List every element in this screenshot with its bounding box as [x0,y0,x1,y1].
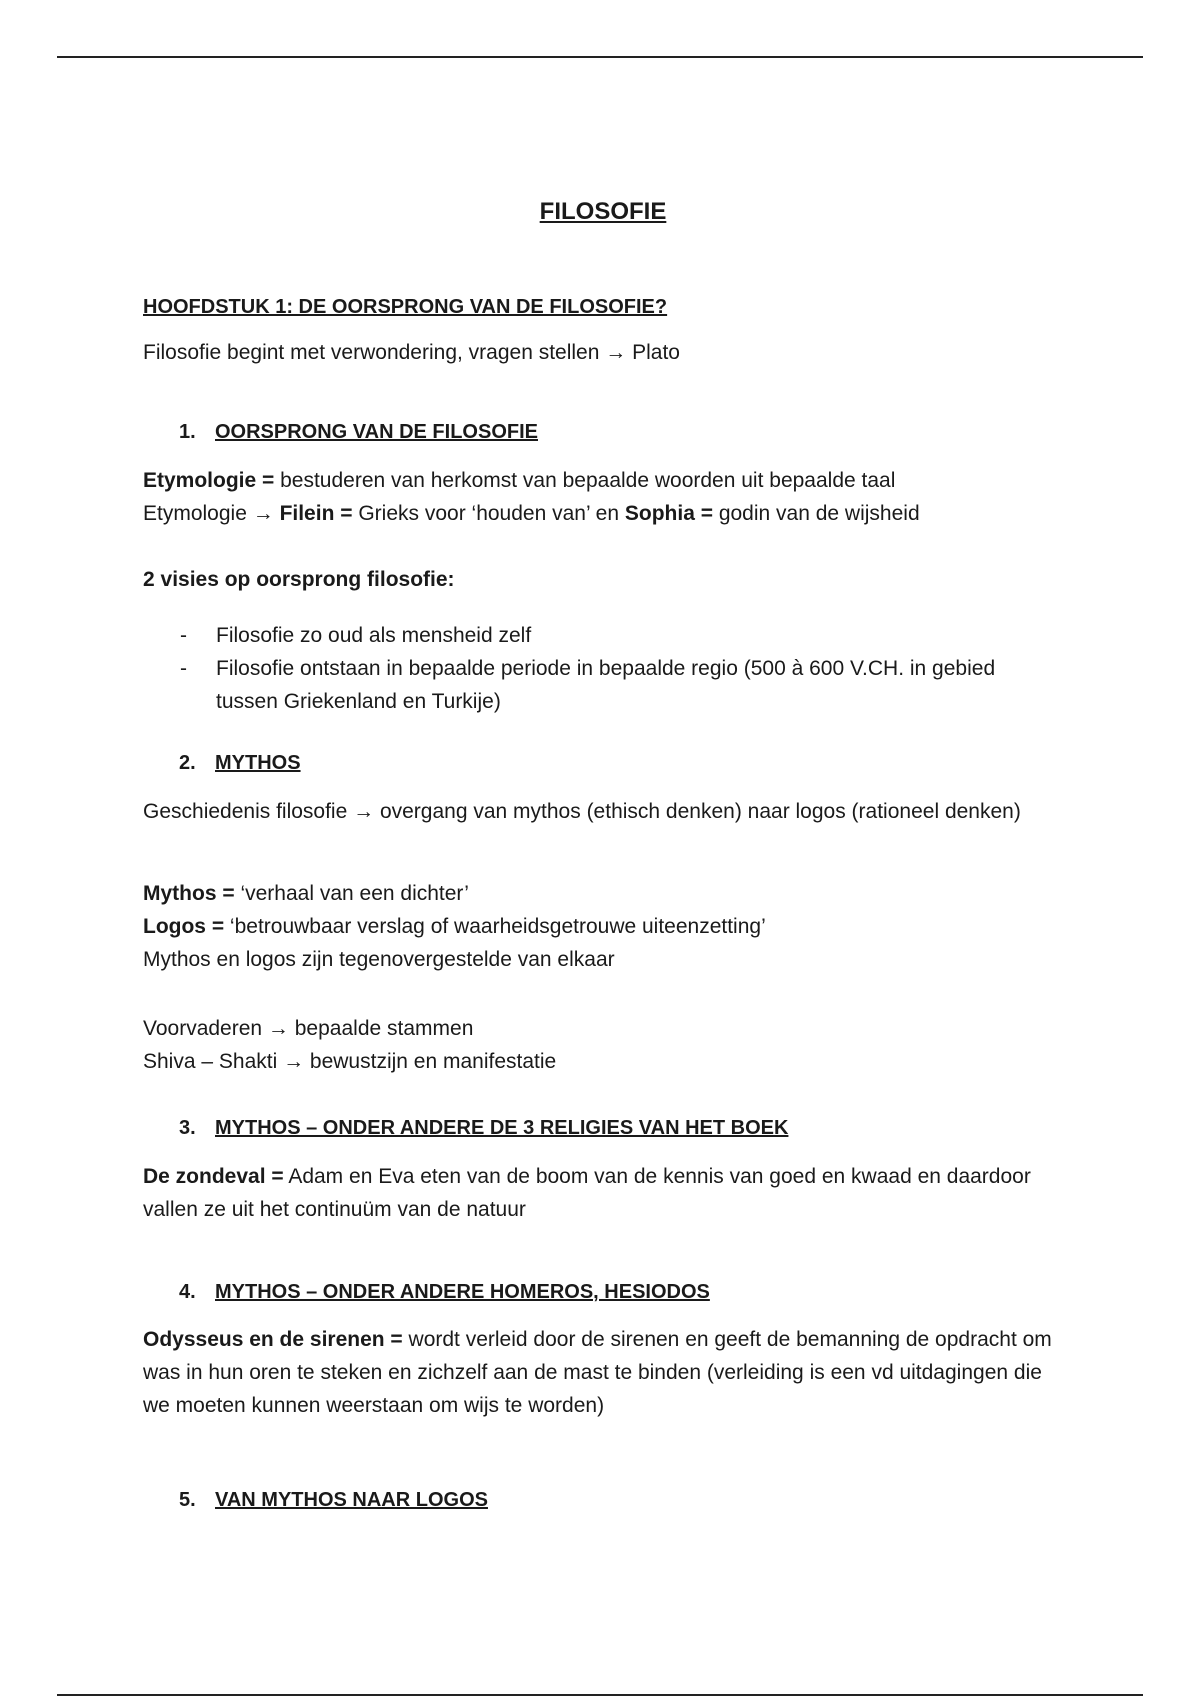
definition: bestuderen van herkomst van bepaalde woorden uit bepaalde taal [274,469,896,492]
section-heading-3 [179,1117,788,1140]
section-number: 3. [179,1117,196,1139]
page-top-rule [57,56,1143,58]
document-title: FILOSOFIE [539,198,667,225]
section-heading-4 [179,1281,710,1304]
section-label: MYTHOS – ONDER ANDERE HOMEROS, HESIODOS [215,1281,710,1303]
zondeval-paragraph [143,1160,1063,1226]
section-number: 5. [179,1489,196,1511]
filein-sophia-line [143,497,1063,530]
section-heading-1 [179,421,538,444]
section-number: 4. [179,1281,196,1303]
visies-heading [143,563,1063,596]
bullet-dash: - [180,657,187,680]
etymologie-block [143,464,1063,530]
term: Odysseus en de sirenen = [143,1328,403,1351]
mythos-definition [143,877,1063,910]
etymologie-definition [143,464,1063,497]
definition: Grieks voor ‘houden van’ en [352,502,625,525]
term: Logos = [143,915,225,938]
list-item [143,652,1036,718]
definition: ‘verhaal van een dichter’ [234,882,469,905]
chapter-heading: HOOFDSTUK 1: DE OORSPRONG VAN DE FILOSOFIE? [143,296,668,318]
term: Filein = [279,502,353,525]
section-label: OORSPRONG VAN DE FILOSOFIE [215,421,538,443]
intro-text: Filosofie begint met verwondering, vragen stellen [143,341,600,364]
voorvaderen-block [143,1012,1063,1078]
definition: ‘betrouwbaar verslag of waarheidsgetrouwe uiteenzetting’ [224,915,766,938]
odysseus-paragraph [143,1323,1063,1422]
section-label: VAN MYTHOS NAAR LOGOS [215,1489,488,1511]
section-heading-5 [179,1489,488,1512]
definition: Adam en Eva eten van de boom van de kennis van goed en kwaad en daardoor vallen ze uit het continuüm van de natuur [143,1165,1031,1221]
section-number: 2. [179,752,196,774]
section-label: MYTHOS [215,752,301,774]
term: Sophia = [624,502,713,525]
list-item-text: Filosofie zo oud als mensheid zelf [216,624,532,647]
term: De zondeval = [143,1165,284,1188]
section-number: 1. [179,421,196,443]
intro-paragraph [143,336,1063,369]
visies-list [143,619,1036,718]
intro-after: Plato [632,341,680,364]
tegenovergestelde-line: Mythos en logos zijn tegenovergestelde van elkaar [143,948,615,971]
voorvaderen-line: Voorvaderen → bepaalde stammen [143,1017,474,1040]
geschiedenis-paragraph: Geschiedenis filosofie → overgang van mythos (ethisch denken) naar logos (rationeel denken) [143,800,1021,823]
bullet-dash: - [180,624,187,647]
arrow-icon: → [605,341,627,364]
etymologie-lead: Etymologie → [143,502,280,525]
page-bottom-rule [57,1694,1143,1696]
shiva-line: Shiva – Shakti → bewustzijn en manifestatie [143,1050,557,1073]
logos-definition [143,910,1063,943]
visies-heading-text: 2 visies op oorsprong filosofie: [143,568,455,591]
term: Mythos = [143,882,235,905]
list-item [143,619,1036,652]
definition: wordt verleid door de sirenen en geeft de bemanning de opdracht om was in hun oren te steken en zichzelf aan de mast te binden (verleiding is een vd uitdagingen die we moeten kunnen weerstaan om wijs te worden) [143,1328,1052,1417]
section-label: MYTHOS – ONDER ANDERE DE 3 RELIGIES VAN HET BOEK [215,1117,789,1139]
definition: godin van de wijsheid [712,502,920,525]
term: Etymologie = [143,469,275,492]
mythos-logos-block [143,877,1063,976]
section-heading-2 [179,752,301,775]
list-item-text: Filosofie ontstaan in bepaalde periode in bepaalde regio (500 à 600 V.CH. in gebied tussen Griekenland en Turkije) [216,657,996,713]
